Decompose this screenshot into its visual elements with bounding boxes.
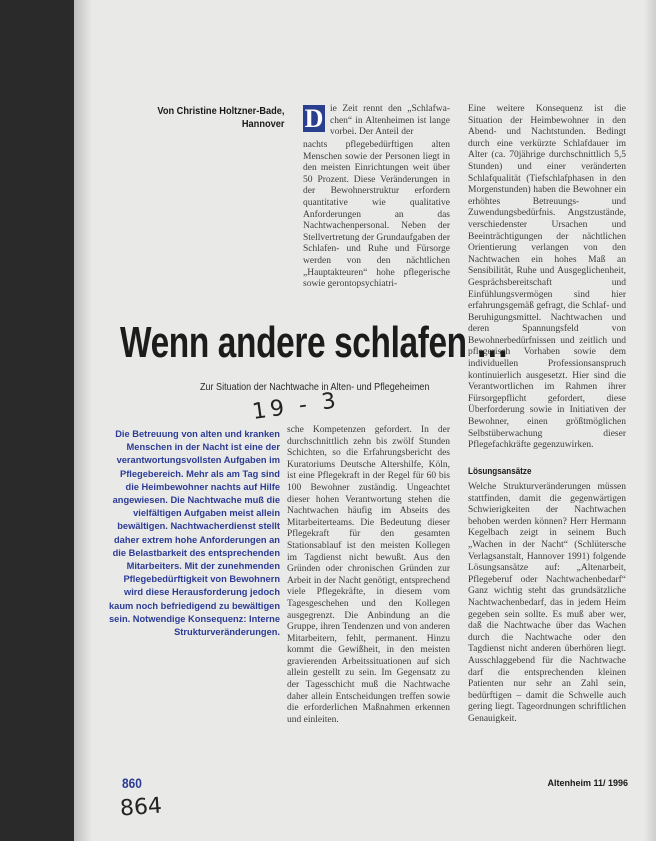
page-number: 860	[122, 775, 142, 791]
article-subtitle: Zur Situation der Nachtwache in Alten- und Pflegeheimen	[200, 381, 430, 393]
page-edge-shadow	[644, 0, 656, 841]
solutions-paragraph: Welche Strukturveränderungen müssen stattfinden, damit die gegenwärtigen Schwierigkeiten der Nachtwachen behoben werden können? Herr Hermann Kegelbach zeigt in seinem Buch „Wachen in der Nacht“ (Schlütersche Verlagsanstalt, Hannover 1991) folgende Lösungsansätze auf: „Altenarbeit, Pflegeberuf oder Nachtwachenbedarf“ Ganz wichtig steht das grundsätzliche Nachtwachenbedarf, das in jedem Heim gegeben sein sollte. Es muß aber wer, daß die Nachtwache über das Wachen durch die Nachtwache oder den Tagdienst nicht anderen überhören liegt. Ausschlaggebend für die Nachtwache darf die entsprechenden kleinen Patienten nur sehr an Zahl sein, bedürftigen – damit die Schwelle auch gering liegt. Tageordnungen schriftlichen Genauigkeit.	[468, 482, 626, 724]
article-title: Wenn andere schlafen …	[120, 318, 509, 367]
intro-paragraph-rest: nachts pflegebedürftigen alten Menschen sowie der Personen liegt in den meisten Einrichtungen weit über 50 Prozent. Diese Veränderungen in der Bewohnerstruktur erfordern quantitative wie qualitative Anforderungen an das Nachtwachenpersonal. Neben der Stellvertretung der Grundaufgaben der Schlafen- und Ruhe und Fürsorge werden von den nächtlichen „Hauptakteuren“ hohe pflegerische sowie gerontopsychiatri-	[303, 140, 450, 290]
solutions-text-column	[468, 482, 626, 812]
handwritten-note-top: 19 - 3	[250, 388, 342, 425]
handwritten-page-number: 864	[119, 793, 163, 822]
intro-text-column	[330, 104, 450, 140]
section-heading: Lösungsansätze	[468, 466, 532, 476]
teaser-text: Die Betreuung von alten und kranken Menschen in der Nacht ist eine der verantwortungsvollsten Aufgaben im Pflegebereich. Mehr als am Tag sind die Heimbewohner nachts auf Hilfe angewiesen. Die Nachtwache muß die vielfältigen Aufgaben meist allein bewältigen. Nachtwacherdienst stellt daher extrem hohe Anforderungen an die Belastbarkeit des entsprechenden Mitarbeiters. Mit der zunehmenden Pflegebedürftigkeit von Bewohnern wird diese Herausforderung jedoch kaum noch befriedigend zu bewältigen sein. Notwendige Konsequenz: Interne Strukturveränderungen.	[109, 429, 280, 638]
middle-text-column	[287, 425, 450, 812]
right-column-paragraph: Eine weitere Konsequenz ist die Situation der Heimbewohner in den Abend- und Nachtstunden. Bedingt durch eine verkürzte Schlafdauer im Alter (ca. 70jährige durchschnittlich 5,5 Stunden) und einer veränderten Schlafqualität (Tiefschlafphasen in den Morgenstunden) haben die Bewohner ein erhöhtes Betreuungs- und Zuwendungsbedürfnis. Angstzustände, verschiedenster Ursachen und Beeinträchtigungen der nächtlichen Orientierung verlangen von den Nachtwachen ein hohes Maß an Sensibilität, Ruhe und Ausgeglichenheit, Gesprächsbereitschaft und Einfühlungsvermögen sind hier erfahrungsgemäß gefragt, die Schlaf- und Beruhigungsmittel. Nachtwachen und deren Spannungsfeld von Bewohnerbedürfnissen und zeitlich und pflegerisch Vorhaben sowie dem individuellen Professionsanspruch kontinuierlich ausgesetzt. Hier sind die Verantwortlichen im Rahmen ihrer Fürsorgepflicht gefordert, diese Überforderung sowie in Initiativen der Bewohner, einen größtmöglichen Selbstüberwachung dieser Pflegefachkräfte gegenzuwirken.	[468, 104, 627, 451]
byline	[157, 105, 284, 131]
byline-author: Von Christine Holtzner-Bade,	[156, 105, 284, 117]
footer-publication: Altenheim 11/ 1996	[547, 778, 628, 788]
middle-column-paragraph: sche Kompetenzen gefordert. In der durchschnittlich zehn bis zwölf Stunden Schichten, so die Erfahrungsbericht des Kuratoriums Deutsche Altershilfe, Köln, ist eine Pflegekraft in der Regel für 60 bis 100 Bewohner zuständig. Ungeachtet dieser hohen Verantwortung stehen die Nachtwachen häufig im Abseits des Mitarbeiterteams. Die Bedeutung dieser Pflegekraft für den gesamten Stationsablauf ist den meisten Kollegen im Tagdienst nicht bewußt. Aus den Gründen oder chronischen Gründen zur Arbeit in der Nacht genötigt, entsprechend viele Pflegekräfte, in diesem vom Tagesgeschehen und den Kollegen ausgegrenzt. Die Anbindung an die Gruppe, ihren Tendenzen und von anderen Mitarbeitern, fehlt, permanent. Hinzu kommt die Gewißheit, in den meisten gravierenden Arbeitssituationen auf sich allein gestellt zu sein. Im Gegensatz zu der Tagesschicht muß die Nachtwache daher allein Entscheidungen treffen sowie die erforderlichen Maßnahmen erkennen und einleiten.	[287, 425, 450, 725]
drop-cap: D	[304, 104, 324, 133]
byline-city: Hannover	[241, 118, 284, 130]
intro-text-continued	[303, 140, 450, 290]
intro-paragraph: ie Zeit rennt den „Schlafwa-chen“ in Altenheimen ist lange vorbei. Der Anteil der	[330, 104, 450, 138]
right-text-column	[468, 104, 627, 451]
page-spine-shadow	[74, 0, 92, 841]
